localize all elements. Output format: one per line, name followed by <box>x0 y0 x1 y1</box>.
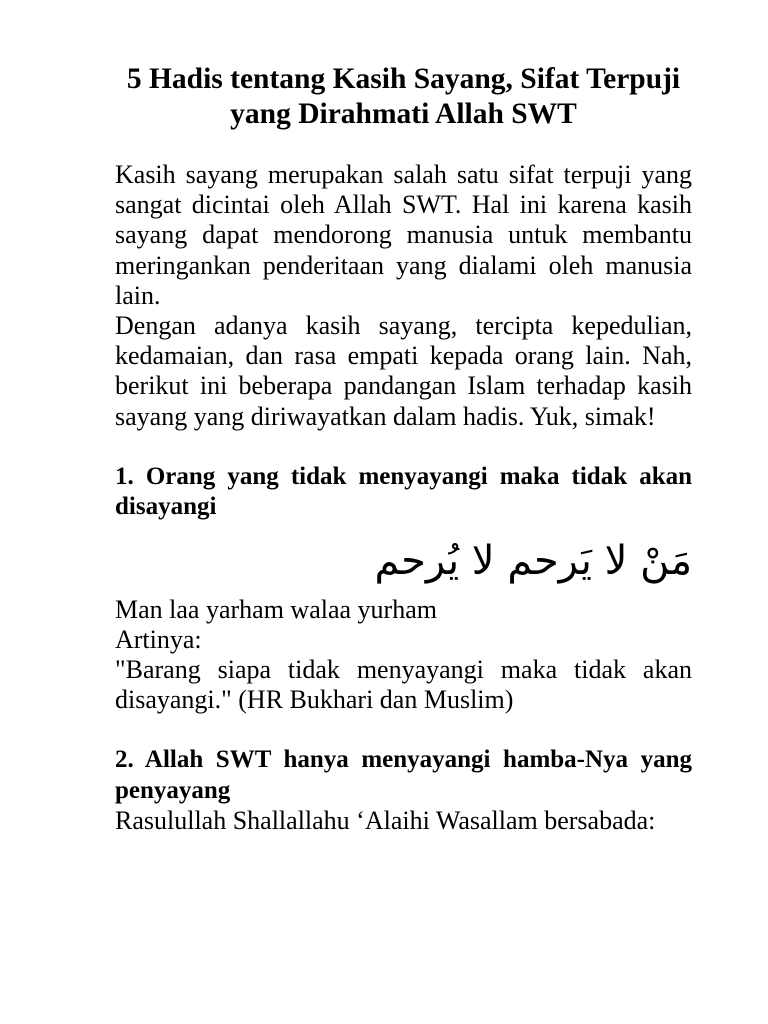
section-2-heading: 2. Allah SWT hanya menyayangi hamba-Nya yang penyayang <box>115 746 692 804</box>
section-1-transliteration: Man laa yarham walaa yurham <box>115 594 437 624</box>
section-2-body: Rasulullah Shallallahu ‘Alaihi Wasallam bersabada: <box>115 806 656 836</box>
section-2 <box>115 745 692 836</box>
section-1 <box>115 462 692 716</box>
section-spacer <box>115 432 692 462</box>
section-1-meaning: "Barang siapa tidak menyayangi maka tidak akan disayangi." (HR Bukhari dan Muslim) <box>115 655 692 715</box>
document-title: 5 Hadis tentang Kasih Sayang, Sifat Terpuji yang Dirahmati Allah SWT <box>126 63 681 130</box>
section-1-arabic-text: مَنْ لا يَرحم لا يُرحم <box>374 537 692 584</box>
section-1-heading: 1. Orang yang tidak menyayangi maka tidak akan disayangi <box>115 462 692 521</box>
section-spacer <box>115 715 692 745</box>
intro-paragraph-1: Kasih sayang merupakan salah satu sifat terpuji yang sangat dicintai oleh Allah SWT. Hal ini karena kasih sayang dapat mendorong manusia untuk membantu meringankan penderitaan yang dialami oleh manusia lain. <box>115 160 692 310</box>
intro-paragraph-2: Dengan adanya kasih sayang, tercipta kepedulian, kedamaian, dan rasa empati kepada orang lain. Nah, berikut ini beberapa pandangan Islam terhadap kasih sayang yang diriwayatkan dalam hadis. Yuk, simak! <box>115 311 692 431</box>
section-1-meaning-label: Artinya: <box>115 624 202 654</box>
